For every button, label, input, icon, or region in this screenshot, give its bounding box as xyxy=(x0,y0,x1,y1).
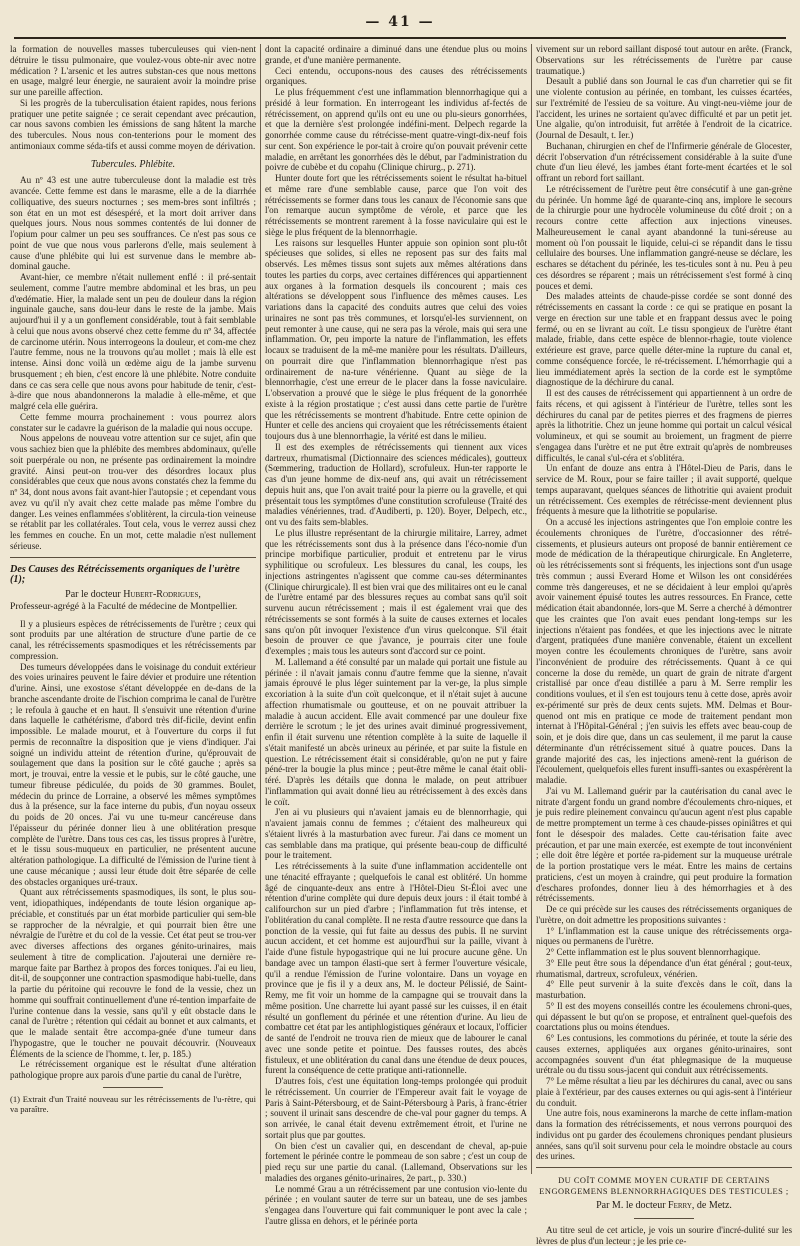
column-2 xyxy=(265,44,527,1226)
paragraph: Il y a plusieurs espèces de rétrécissements de l'urètre ; ceux qui sont produits par une altération de structure d'une partie de ce canal, les rétrécissements spasmodiques et les rétrécissements par compression. xyxy=(10,618,256,661)
paragraph: Une autre fois, nous examinerons la marche de cette inflam-mation dans la formation des rétrécissements, et nous verrons pourquoi des individus ont pu garder des écoulemens chroniques pendant plusieurs années, sans qu'il soit survenu pour cela le moindre obstacle au cours des urines. xyxy=(536,1108,792,1162)
proposition: 6° Les contusions, les commotions du périnée, et toute la série des causes externes, appliquées aux organes génito-urinaires, sont accompagnées souvent d'un état phlegmasique de la muqueuse urétrale ou du tissu sous-jacent qui conduit aux rétrécissements. xyxy=(536,1033,792,1076)
column-divider xyxy=(531,44,532,1174)
proposition: 7° Le même résultat a lieu par les déchirures du canal, avec ou sans plaie à l'extérieur, par des causes externes ou qui agis-sent à l'intérieur du conduit. xyxy=(536,1076,792,1108)
column-1 xyxy=(10,44,256,1178)
paragraph: Le plus fréquemment c'est une inflammation blennorrhagique qui a présidé à leur formation. En interrogeant les individus af-fectés de rétrécissement, on apprend qu'ils ont eu une ou plu-sieurs gonorrhées, et que la dernière s'est prolongée indéfini-ment. Delpech regarde la gonorrhée comme cause du rétrécisse-ment quatre-vingt-dix-neuf fois sur cent. Son expérience le por-tait à croire qu'on pouvait prévenir cette maladie, en arrêtant les gonorrhées dès le début, par l'administration du poivre de cubèbe et du copahu (Clinique chirurg., p. 271). xyxy=(265,87,527,173)
paragraph: On a accusé les injections astringentes que l'on emploie contre les écoulements chroniques de l'urètre, d'occasionner des rétré-cissements, et plusieurs auteurs ont proposé de bannir entièrement ce mode de médication de la thérapeutique chirurgicale. En Angleterre, où les rétrécissements sont si fréquents, les injections sont d'un usage très commun ; aussi Everard Home et Wilson les ont considérées comme très dangereuses, et ne se décidaient à leur emploi qu'après avoir vainement épuisé toutes les autres ressources. En France, cette médication était abandonnée, lors-que M. Serre a cherché à démontrer que les craintes que l'on avait eues pendant long-temps sur les injections n'étaient pas fondées, et que les injections avec le nitrate d'argent, pratiquées d'une manière convenable, étaient un excellent moyen contre les écoulements chroniques de l'urètre, sans avoir l'inconvénient de produire des rétrécissements. Quant à ce qui concerne la dose du remède, un quart de grain de nitrate d'argent cristallisé par once d'eau distillée a paru à M. Serre remplir les conditions voulues, et il s'en est toujours tenu à cette dose, après avoir ex-périmenté sur près de deux cents sujets. MM. Delmas et Bour-quenod ont mis en pratique ce mode de traitement pendant mon internat à l'Hôpital-Général ; j'en suivis les effets avec beau-coup de soin, et je dois dire que, dans un cas seulement, il me parut la cause déterminante d'un rétrécissement situé à quatre pouces. Dans la grande majorité des cas, les injections amenè-rent la guérison de l'écoulement, quelquefois elles furent insuffi-santes ou exaspérèrent la maladie. xyxy=(536,517,792,785)
footnote: (1) Extrait d'un Traité nouveau sur les rétrécissements de l'u-rètre, qui va paraître. xyxy=(10,1093,256,1114)
paragraph: Les rétrécissements à la suite d'une inflammation accidentelle ont une ténacité effrayante ; quelquefois le canal est oblitéré. Un homme âgé de cinquante-deux ans entre à l'Hôtel-Dieu St-Éloi avec une rétention d'urine complète qui dure depuis deux jours : il était tombé à califourchon sur un pied d'arbre ; l'inflammation fut très intense, et l'oblitération du canal complète. Il ne resta d'autre ressource que dans la ponction de la vessie, qui fut faite au dessus des pubis. Il ne survint aucun accident, et cet homme est aujourd'hui sur la paille, vivant à l'aide d'une fistule hypogastrique qui ne lui procure aucune gêne. Un bandage avec un tampon élasti-que sert à fermer l'ouverture vésicale, qu'il a rendue l'émission de l'urine volontaire. Dans un voyage en province que je fis il y a deux ans, M. le docteur Pélissié, de Saint-Remy, me fit voir un homme de la campagne qui se trouvait dans la même position. Une charrette lui ayant passé sur les cuisses, il en était résulté un gonflement du périnée et une rétention d'urine. Au lieu de combattre cet état par les antiphlogistiques généraux et locaux, l'officier de santé de l'endroit ne trouva rien de mieux que de labourer le canal avec une sonde petite et pointue. Des fausses routes, des abcès fistuleux, et une oblitération du canal dans une étendue de deux pouces, furent la conséquence de cette pratique anti-rationnelle. xyxy=(265,861,527,1076)
section-divider xyxy=(10,557,256,558)
byline-suffix: de Metz. xyxy=(696,1200,732,1211)
paragraph: De ce qui précède sur les causes des rétrécissements organiques de l'urètre, on doit admettre les propositions suivantes : xyxy=(536,904,792,925)
proposition: 3° Elle peut être sous la dépendance d'un état général ; gout-teux, rhumatismal, dartreux, scrofuleux, vénérien. xyxy=(536,957,792,979)
paragraph: Nous appelons de nouveau votre attention sur ce sujet, afin que vous sachiez bien que la phlébite des membres abdominaux, qu'elle soit puerpérale ou non, ne présente pas ordinairement la moindre gravité. Ainsi peut-on trou-ver des désordres locaux plus considérables que ceux que nous avons constatés chez la femme du nº 34, dont nous avons fait avant-hier l'autopsie ; et cependant vous avez vu qu'il n'y avait chez cette malade pas même l'ombre du danger. Les veines enflammées s'oblitèrent, la circula-tion veineuse se rétablit par les collatérales. Tout cela, vous le verrez aussi chez les femmes en couche. En un mot, cette maladie n'est nullement sérieuse. xyxy=(10,433,256,551)
proposition: 4° Elle peut survenir à la suite d'excès dans le coït, dans la masturbation. xyxy=(536,979,792,1000)
paragraph: Il est des exemples de rétrécissements qui tiennent aux vices dartreux, rhumatismal (Dictionnaire des sciences médicales), goutteux (Sœmmering, traduction de Hollard), scrofuleux. Hun-ter rapporte le cas d'un jeune homme de dix-neuf ans, qui avait un rétrécissement depuis huit ans, que l'on avait traité pour la pierre ou la gravelle, et qui présentait tous les symptômes d'une constitution scrofuleuse (Traité des maladies vénériennes, trad. d'Audiberti, p. 120). Boyer, Delpech, etc., ont vu des faits sem-blables. xyxy=(265,441,527,527)
title-divider xyxy=(634,1218,694,1219)
footnote-divider xyxy=(103,1087,163,1088)
author-name: Ferry, xyxy=(668,1200,695,1211)
paragraph: Cette femme mourra prochainement : vous pourrez alors constater sur le cadavre la guérison de la maladie qui nous occupe. xyxy=(10,411,256,433)
author-affiliation: Professeur-agrégé à la Faculté de médecine de Montpellier. xyxy=(10,600,238,612)
paragraph: dont la capacité ordinaire a diminué dans une étendue plus ou moins grande, et d'une manière permanente. xyxy=(265,44,527,65)
article-byline xyxy=(536,1201,792,1212)
paragraph: Avant-hier, ce membre n'était nullement enflé : il pré-sentait seulement, comme l'autre membre abdominal et les bras, un peu d'œdématie. Hier, la malade sent un peu de douleur dans la région inguinale gauche, sans dou-leur dans le reste de la jambe. Mais aujourd'hui il y a un gonflement considérable, tout à fait semblable à celui que nous avons observé chez cette femme du nº 34, affectée de carcinome utérin. Nous interrogeons la douleur, et com-me chez l'autre femme, nous ne la trouvons qu'au mollet ; mais là elle est intense. Ainsi donc voilà un œdème aigu de la jambe survenu brusquement ; eh bien, c'est encore là une phlébite. Notre conduite dans ce cas sera celle que nous avons pour habitude de tenir, c'est-à-dire que nous abandonnerons la maladie à elle-même, et que malgré cela elle guérira. xyxy=(10,272,256,411)
column-divider xyxy=(260,44,261,1174)
page-header xyxy=(14,6,786,36)
paragraph: vivement sur un rebord saillant disposé tout autour en arête. (Franck, Observations sur les rétrécissements de l'urètre par cause traumatique.) xyxy=(536,44,792,76)
paragraph: Desault a publié dans son Journal le cas d'un charretier qui se fit une violente contusion au périnée, en tombant, les cuisses écartées, sur l'extrémité de l'essieu de sa voiture. Au vingt-neu-vième jour de l'accident, les urines ne sortaient qu'avec difficulté et par un petit jet. Une algalie, qu'on introduisit, fut arrêtée à l'endroit de la cicatrice. (Journal de Desault, t. Ier.) xyxy=(536,76,792,140)
paragraph: Un enfant de douze ans entra à l'Hôtel-Dieu de Paris, dans le service de M. Roux, pour se faire tailler ; il avait supporté, quelque temps auparavant, quelques séances de lithotritie qui avaient produit un rétrécissement. Ces exemples de rétrécisse-ment deviennent plus fréquents à mesure que la lithotritie se popularise. xyxy=(536,463,792,517)
column-3 xyxy=(536,44,792,1246)
byline-prefix: Par le docteur xyxy=(65,589,121,600)
proposition: 5° Il est des moyens conseillés contre les écoulemens chroni-ques, qui dépassent le but qu'on se propose, et entraînent quel-quefois des coarctations plus ou moins étendues. xyxy=(536,1000,792,1033)
paragraph: Le nommé Grau a un rétrécissement par une contusion vio-lente du périnée ; en voulant sauter de terre sur un bateau, une de ses jambes s'engagea dans l'ouverture qui fait communiquer le pont avec la cale ; l'autre glissa en dehors, et le périnée porta xyxy=(265,1183,527,1226)
paragraph: Ceci entendu, occupons-nous des causes des rétrécissements organiques. xyxy=(265,65,527,87)
proposition: 2° Cette inflammation est le plus souvent blennorrhagique. xyxy=(546,947,761,957)
header-rule xyxy=(14,37,786,39)
byline-prefix: Par M. le docteur xyxy=(596,1200,666,1211)
paragraph: Quant aux rétrécissements spasmodiques, ils sont, le plus sou-vent, idiopathiques, indépendants de toute lésion organique ap-préciable, et constitués par un état morbide particulier qui sem-ble se rapprocher de la névralgie, et qui pourrait bien être une névralgie de l'urètre et du col de la vessie. Cet état peut se trou-ver avec diverses affections des organes génito-urinaires, mais seulement à titre de complication. J'ajouterai une dernière re-marque faite par Barthez à propos des forces toniques. J'ai eu lieu, dit-il, de soupçonner une contraction spasmodique habi-tuelle, dans la partie du péritoine qui recouvre le fond de la vessie, chez un homme qui souffrait continuellement d'une ré-tention imparfaite de l'urine contenue dans la vessie, sans qu'il y eût obstacle dans le canal de l'urètre ; rétention qui cédait au bonnet et aux calmants, et que le malade sentait être accompa-gnée d'une tumeur dans l'hypogastre, que le toucher ne pouvait découvrir. (Nouveaux Éléments de la science de l'homme, t. Ier, p. 185.) xyxy=(10,887,256,1059)
paragraph: D'autres fois, c'est une équitation long-temps prolongée qui produit le rétrécissement. Un courrier de l'Empereur avait fait le voyage de Paris à Saint-Pétersbourg, et de Saint-Pétersbourg à Paris, à franc-étrier ; souvent il urinait sans descendre de che-val pour gagner du temps. A son arrivée, le canal était devenu extrêmement étroit, et l'urine ne sortait plus que par gouttes. xyxy=(265,1076,527,1140)
proposition: 1° L'inflammation est la cause unique des rétrécissements orga-niques ou permanens de l'urètre. xyxy=(536,925,792,947)
paragraph: Le rétrécissement organique est le résultat d'une altération pathologique propre aux parois d'une partie du canal de l'urètre, xyxy=(10,1059,256,1080)
paragraph: Les raisons sur lesquelles Hunter appuie son opinion sont plu-tôt spécieuses que solides, si elles ne reposent pas sur des faits mal observés. Les mêmes tissus sont sujets aux mêmes altérations dans toutes les parties du corps, avec certaines différences qui appartiennent aux organes à la formation desquels ils concourent ; mais ces altérations se développent sous l'influence des mêmes causes. Les variations dans la capacité des conduits autres que celui des voies urinaires ne sont pas très communes, et lorsqu'el-les surviennent, on peut remonter à une cause, qui ne sera pas la vérole, mais qui sera une inflammation. Or, peu importe la nature de l'inflammation, les effets locaux se traduisent de la mê-me manière pour les résultats. D'ailleurs, on pourrait dire que l'inflammation blennorrhagique n'est pas ordinairement de na-ture vénérienne. Quant au siège de la blennorrhagie, c'est une erreur de le placer dans la fosse naviculaire. L'observation a prouvé que le siège le plus fréquent de la gonorrhée existe à la région prostatique ; c'est aussi dans cette partie de l'urètre que les rétrécissements se montrent d'habitude. Entre cette opinion de Hunter et celle des anciens qui croyaient que les rétrécissements étaient toujours dus à une blennorrhagie, la vérité est dans le milieu. xyxy=(265,237,527,441)
article-title: DU COÏT COMME MOYEN CURATIF DE CERTAINS ENGORGEMENS BLENNORRHAGIQUES DES TESTICULES ; xyxy=(539,1176,789,1196)
page-number: — 41 — xyxy=(365,14,435,30)
section-title: Tubercules. Phlébite. xyxy=(90,158,176,170)
paragraph: M. Lallemand a été consulté par un malade qui portait une fistule au périnée : il n'avait jamais connu d'autre femme que la sienne, n'avait jamais éprouvé le plus léger suintement par la ver-ge, la plus simple excoriation à la suite d'un coït quelconque, et il n'était sujet à aucune affection rhumatismale ou goutteuse, et on ne pouvait attribuer la maladie à aucun accident. Elle avait commencé par une douleur fixe derrière le scrotum ; le jet des urines avait diminué progressivement, enfin il était survenu une rétention complète à la suite de laquelle il s'était manifesté un abcès urineux au périnée, et par suite la fistule en question. Le rétrécissement était si considérable, qu'on ne put y faire péné-trer la bougie la plus mince ; peut-être même le canal était obli-téré. D'après les détails que donna le malade, on peut attribuer l'inflammation qui avait donné lieu au rétrécissement à des excès dans le coït. xyxy=(265,656,527,807)
paragraph: Des tumeurs développées dans le voisinage du conduit extérieur des voies urinaires peuvent le faire dévier et produire une rétention d'urine. Ainsi, une exostose s'étant développée en de-dans de la branche ascendante droite de l'ischion comprima le canal de l'urètre ; le refoula à gauche et en haut. Il s'ensuivit une rétention d'urine dans laquelle le cathétérisme, d'abord très dif-ficile, devint enfin impossible. Le malade mourut, et à l'ouverture du corps il fut permis de reconnaître la disposition que je viens d'indiquer. J'ai soigné un individu atteint de rétention d'urine, qu'éprouvait de soulagement que dans la position sur le côté gauche ; après sa mort, je trouvai, entre la vessie et le pubis, sur le côté gauche, une tumeur fibreuse pédiculée, du poids de 30 grammes. Boulet, médecin du prince de Lorraine, a observé les mêmes symptômes dus à la présence, sur la face interne du pubis, d'un noyau osseux du poids de 20 onces. J'ai vu une tu-meur cancéreuse dans l'épaisseur du périnée donner lieu à une oblitération presque complète de l'urètre. Dans tous ces cas, les tissus propres à l'urètre, et le tissu sous-muqueux en particulier, ne présentent aucune altération pathologique. La difficulté de l'émission de l'urine tient à une cause mécanique ; aussi leur étude doit être séparée de celle des obstacles organiques uré-traux. xyxy=(10,661,256,887)
paragraph: Au titre seul de cet article, je vois un sourire d'incré-dulité sur les lèvres de plus d'un lecteur ; je les prie ce- xyxy=(536,1224,792,1246)
paragraph: Buchanan, chirurgien en chef de l'Infirmerie générale de Glocester, décrit l'observation d'un rétrécissement considérable à la suite d'une chute d'un lieu élevé, les jambes étant forte-ment écartées et le sol offrant un rebord fort saillant. xyxy=(536,140,792,183)
paragraph: On bien c'est un cavalier qui, en descendant de cheval, ap-puie fortement le périnée contre le pommeau de son sabre ; c'est un coup de pied reçu sur une partie du canal. (Lallemand, Observations sur les maladies des organes génito-urinaires, 2e part., p. 330.) xyxy=(265,1140,527,1183)
paragraph: Au nº 43 est une autre tuberculeuse dont la maladie est très avancée. Cette femme est dans le marasme, elle a de la diarrhée colliquative, des sueurs nocturnes ; ses mem-bres sont infiltrés ; son état en un mot est désespéré, et la mort doit arriver dans quelques jours. Nous nous sommes contentés de lui donner de l'opium pour calmer un peu ses souffrances. Ce n'est pas sous ce point de vue que nous vous parlerons d'elle, mais seulement à cause d'une phlébite qui lui est survenue dans le membre ab-dominal gauche. xyxy=(10,175,256,272)
paragraph: Si les progrès de la tuberculisation étaient rapides, nous ferions pratiquer une petite saignée ; ce serait cependant avec précaution, car nous savons combien les émissions de sang hâtent la marche des tubercules. Nous nous con-tenterions pour le moment des antimoniaux comme séda-tifs et aussi comme moyen de dérivation. xyxy=(10,97,256,151)
section-divider xyxy=(536,1167,792,1168)
paragraph: Il est des causes de rétrécissement qui appartiennent à un ordre de faits récens, et qui agissent à l'intérieur de l'urètre, telles sont les déchirures du canal par de petites pierres et des fragmens de pierres après la lithotritie. Chez un jeune homme qui portait un calcul vésical volumineux, et qui se soumit au broiement, un fragment de pierre s'engagea dans l'urètre et ne put être extrait qu'après de nombreuses difficultés, le canal s'ul-céra et s'oblitéra. xyxy=(536,388,792,463)
paragraph: Des malades atteints de chaude-pisse cordée se sont donné des rétrécissements en cassant la corde : ce qui se pratique en posant la verge en érection sur une table et en frappant dessus avec le poing fermé, ou en se livrant au coït. Le tissu spongieux de l'urètre étant malade, friable, dans cette espèce de blennor-rhagie, toute violence extérieure est grave, parce quelle déter-mine la rupture du canal et, comme conséquence forcée, le ré-trécissement. L'hémorrhagie qui a lieu immédiatement après la section de la corde est le symptôme diagnostique de la déchirure du canal. xyxy=(536,291,792,388)
paragraph: Le rétrécissement de l'urètre peut être consécutif à une gan-grène du périnée. Un homme âgé de quarante-cinq ans, implore le secours de la chirurgie pour une hydrocèle volumineuse du côté droit ; on a recours contre cette affection aux injections vineuses. Malheureusement le canal ayant abandonné la tuni-séreuse au moment où l'on poussait le liquide, celui-ci se répandit dans le tissu cellulaire des bourses. Une inflammation gangré-neuse se déclare, les eschares se détachent du périnée, les tes-ticules sont à nu. Peu à peu ces désordres se réparent ; mais un rétrécissement s'est formé à cinq pouces et demi. xyxy=(536,183,792,291)
paragraph: Hunter doute fort que les rétrécissements soient le résultat ha-bituel et même rare d'une semblable cause, parce que l'on voit des rétrécissements se former dans tous les canaux de l'économie sans que l'on remarque aucun symptôme de vérole, et parce que les rétrécissements se montrent rarement à la fosse naviculaire qui est le siège le plus fréquent de la blennorrhagie. xyxy=(265,173,527,237)
paragraph: J'en ai vu plusieurs qui n'avaient jamais eu de blennorrhagie, qui n'avaient jamais connu de femmes ; c'étaient des malheureux qui s'étaient livrés à la masturbation avec fureur. J'ai dans ce moment un cas semblable dans ma pratique, qui présente beau-coup de difficulté pour le traitement. xyxy=(265,807,527,861)
paragraph: J'ai vu M. Lallemand guérir par la cautérisation du canal avec le nitrate d'argent fondu un grand nombre d'écoulements chro-niques, et je puis redire pleinement convaincu qu'aucun agent n'est plus capable de mettre promptement un terme à ces chaude-pisses opiniâtres et qui font le désespoir des malades. Cette cau-térisation faite avec précaution, et par une main exercée, est exempte de tout inconvénient ; elle doit être légère et portée ra-pidement sur la muqueuse urétrale de la portion prostatique vers le méat. Entre les mains de certains praticiens, c'est un moyen à craindre, qui peut produire la formation d'eschares profondes, donner lieu à des hémorrhagies et à des rétrécissements. xyxy=(536,785,792,904)
article-title: Des Causes des Rétrécissements organiques de l'urètre (1); xyxy=(10,563,240,586)
author-name: Hubert-Rodrigues, xyxy=(123,589,201,600)
paragraph: Le plus illustre représentant de la chirurgie militaire, Larrey, admet que les rétrécissements sont dus à la présence dans l'éco-nomie d'un principe morbifique particulier, produit et entretenu par le virus syphilitique ou scrofuleux. Les blessures du canal, les coups, les injections astringentes n'agissent que comme cau-ses déterminantes (Clinique chirurgicale). Il est bien vrai que des militaires ont eu le canal de l'urètre entamé par des blessures reçues au combat sans qu'il soit survenu aucun rétrécissement ; mais il est également vrai que des rétrécissements se sont formés à la suite de causes externes et locales sans qu'on pût invoquer l'existence d'un virus quelconque. S'il était besoin de prouver ce que j'avance, je pourrais citer une foule d'exemples ; mais tous les auteurs sont d'accord sur ce point. xyxy=(265,527,527,656)
article-byline xyxy=(10,590,256,601)
paragraph: la formation de nouvelles masses tuberculeuses qui vien-nent détruire le tissu pulmonaire, que voulez-vous obte-nir avec notre médication ? L'arsenic et les autres substan-ces que nous mettons en usage, malgré leur énergie, ne sauraient avoir la moindre prise sur une pareille affection. xyxy=(10,44,256,97)
